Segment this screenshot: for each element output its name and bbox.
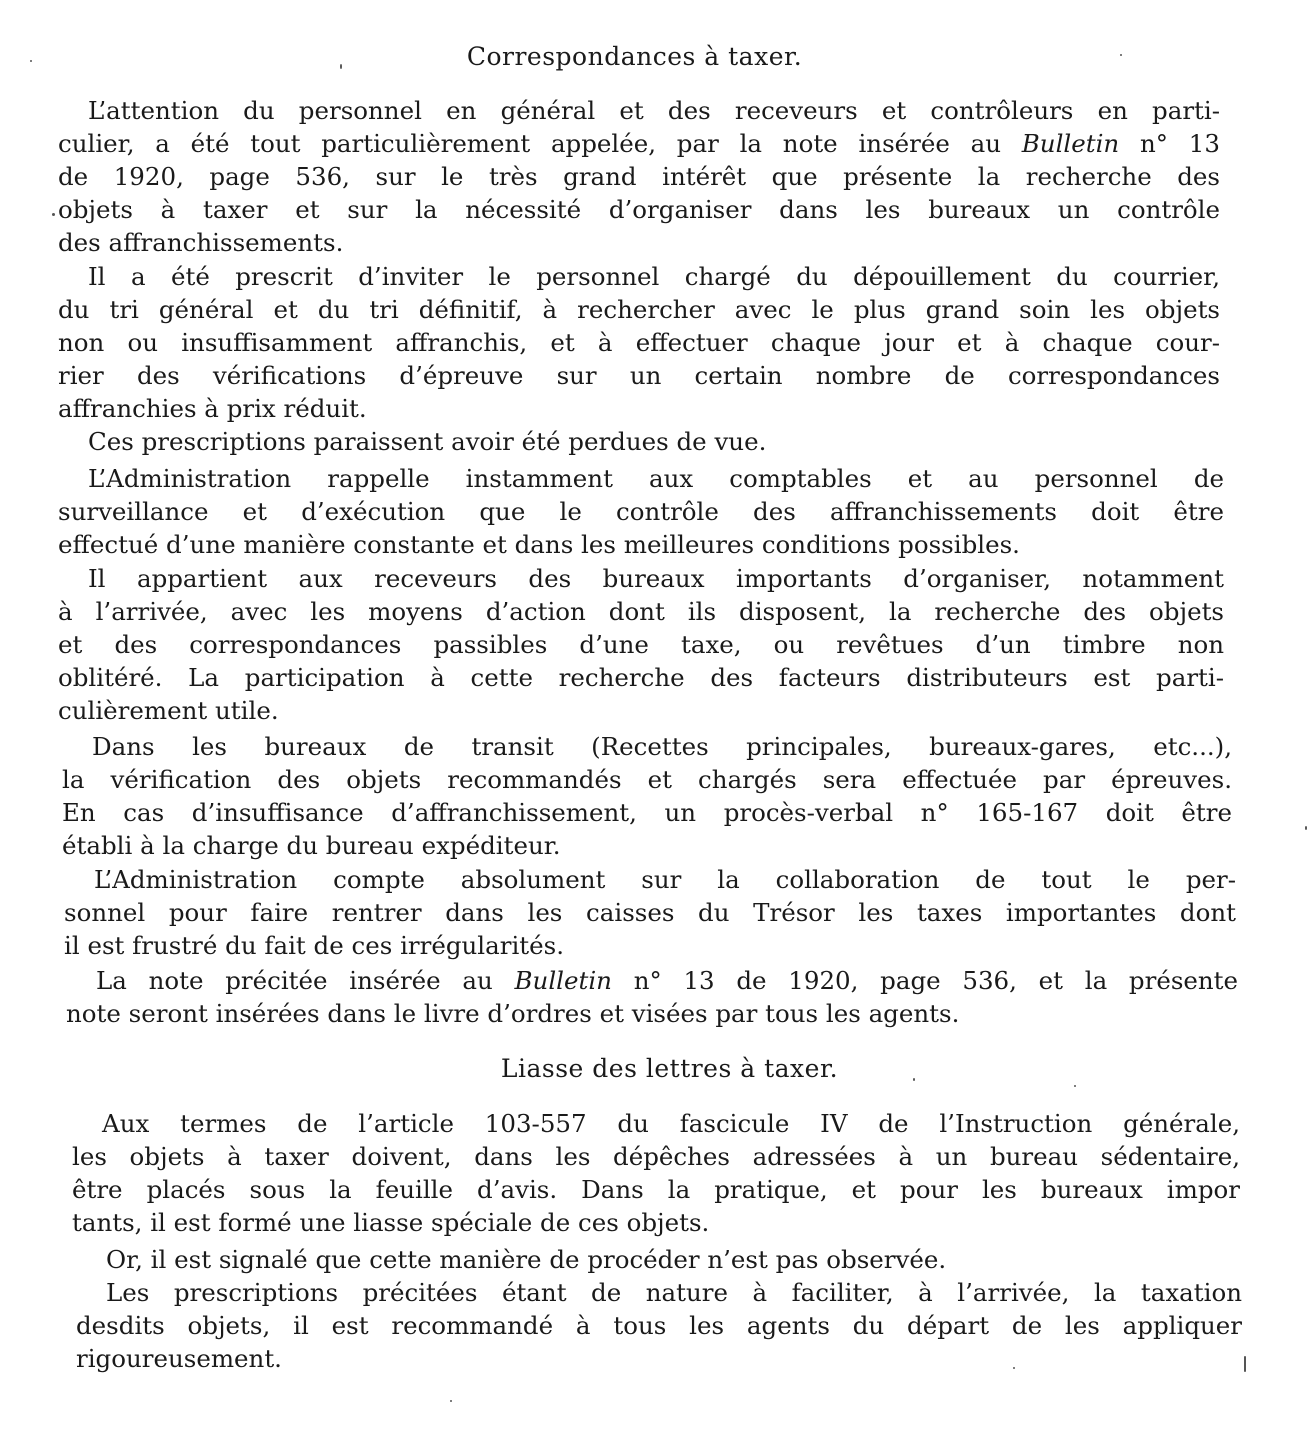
- paragraph-prescrit: [58, 260, 1220, 425]
- scan-speck: [340, 64, 342, 69]
- text-line: Il appartient aux receveurs des bureaux importants d’organiser, notamment: [88, 564, 1224, 593]
- text-line: sonnel pour faire rentrer dans les caisses du Trésor les taxes importantes dont: [64, 898, 1236, 927]
- text-line: Aux termes de l’article 103-557 du fascicule IV de l’Instruction générale,: [102, 1109, 1240, 1138]
- paragraph-note-precitee: [66, 964, 1238, 1030]
- scan-speck: [30, 60, 32, 62]
- text-line: Ces prescriptions paraissent avoir été perdues de vue.: [88, 427, 767, 456]
- text-line: effectué d’une manière constante et dans les meilleures conditions possibles.: [58, 530, 1020, 559]
- text-line: L’attention du personnel en général et des receveurs et contrôleurs en parti-: [88, 96, 1220, 125]
- section-title-correspondances: Correspondances à taxer.: [466, 42, 803, 71]
- text-line: les objets à taxer doivent, dans les dépêches adressées à un bureau sédentaire,: [72, 1142, 1240, 1171]
- bulletin-number: n° 13: [1140, 129, 1220, 158]
- paragraph-rappelle: [58, 462, 1224, 561]
- text-line: et des correspondances passibles d’une taxe, ou revêtues d’un timbre non: [58, 630, 1224, 659]
- bulletin-reference: Bulletin: [1021, 129, 1120, 158]
- text-line: tants, il est formé une liasse spéciale de ces objets.: [72, 1208, 710, 1237]
- scan-speck: [1305, 826, 1307, 830]
- text-fragment: La note précitée insérée au: [96, 966, 493, 995]
- bulletin-reference: Bulletin: [514, 966, 612, 995]
- text-line: En cas d’insuffisance d’affranchissement, un procès-verbal n° 165-167 doit être: [62, 798, 1232, 827]
- paragraph-receveurs: [58, 562, 1224, 727]
- text-line: objets à taxer et sur la nécessité d’organiser dans les bureaux un contrôle: [58, 195, 1220, 224]
- text-line: Or, il est signalé que cette manière de procéder n’est pas observée.: [106, 1245, 947, 1274]
- text-line: être placés sous la feuille d’avis. Dans la pratique, et pour les bureaux impor: [72, 1175, 1240, 1204]
- text-line: surveillance et d’exécution que le contrôle des affranchissements doit être: [58, 497, 1224, 526]
- text-line: il est frustré du fait de ces irrégularités.: [64, 931, 565, 960]
- text-line: L’Administration compte absolument sur la collaboration de tout le per-: [94, 865, 1236, 894]
- text-fragment: culier, a été tout particulièrement appelée, par la note insérée au: [58, 129, 1002, 158]
- paragraph-attention: [58, 94, 1220, 259]
- text-line: desdits objets, il est recommandé à tous les agents du départ de les appliquer: [76, 1311, 1242, 1340]
- text-line: établi à la charge du bureau expéditeur.: [62, 831, 561, 860]
- text-line: culièrement utile.: [58, 696, 279, 725]
- paragraph-perdues: [58, 425, 1220, 458]
- text-line: Les prescriptions précitées étant de nature à faciliter, à l’arrivée, la taxation: [106, 1278, 1242, 1307]
- text-line: affranchies à prix réduit.: [58, 394, 367, 423]
- text-fragment: n° 13 de 1920, page 536, et la présente: [633, 966, 1239, 995]
- scan-speck: [1013, 1367, 1015, 1369]
- text-line: oblitéré. La participation à cette recherche des facteurs distributeurs est parti-: [58, 663, 1224, 692]
- text-line: L’Administration rappelle instamment aux comptables et au personnel de: [88, 464, 1224, 493]
- text-line: du tri général et du tri définitif, à rechercher avec le plus grand soin les objets: [58, 295, 1220, 324]
- text-line: Il a été prescrit d’inviter le personnel chargé du dépouillement du courrier,: [88, 262, 1220, 291]
- text-line: rigoureusement.: [76, 1344, 282, 1373]
- scan-speck: [913, 1078, 915, 1081]
- text-line: note seront insérées dans le livre d’ordres et visées par tous les agents.: [66, 999, 960, 1028]
- scan-speck: [1244, 1356, 1246, 1372]
- text-line: [66, 964, 1238, 997]
- scan-speck: [1074, 1085, 1076, 1087]
- paragraph-prescriptions: [76, 1276, 1242, 1375]
- paragraph-transit: [62, 730, 1232, 862]
- scan-speck: [1120, 54, 1122, 56]
- text-line: rier des vérifications d’épreuve sur un certain nombre de correspondances: [58, 361, 1220, 390]
- text-line: non ou insuffisamment affranchis, et à effectuer chaque jour et à chaque cour-: [58, 328, 1220, 357]
- paragraph-collaboration: [64, 863, 1236, 962]
- text-line: la vérification des objets recommandés et chargés sera effectuée par épreuves.: [62, 765, 1232, 794]
- scan-speck: [52, 213, 55, 216]
- text-line: des affranchissements.: [58, 228, 344, 257]
- scan-speck: [450, 1400, 452, 1402]
- paragraph-signale: [76, 1243, 1242, 1276]
- paragraph-termes: [72, 1107, 1240, 1239]
- section-title-liasse: Liasse des lettres à taxer.: [500, 1054, 839, 1083]
- text-line: Dans les bureaux de transit (Recettes principales, bureaux-gares, etc...),: [92, 732, 1232, 761]
- text-line: à l’arrivée, avec les moyens d’action dont ils disposent, la recherche des objets: [58, 597, 1224, 626]
- text-line: [58, 127, 1220, 160]
- text-line: de 1920, page 536, sur le très grand intérêt que présente la recherche des: [58, 162, 1220, 191]
